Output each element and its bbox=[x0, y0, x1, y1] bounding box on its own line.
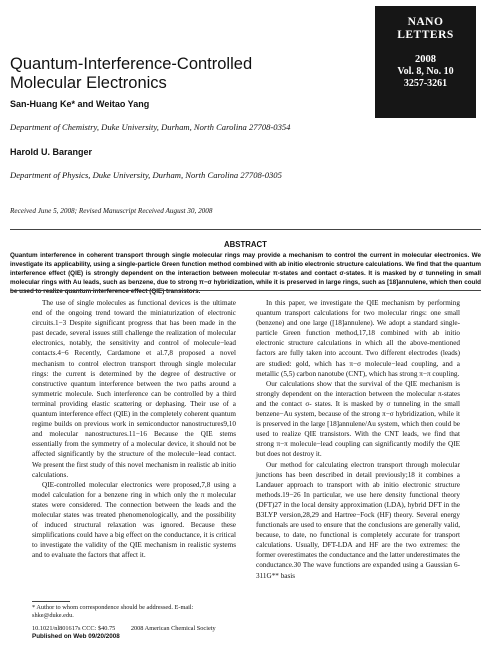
corresponding-author-footnote: * Author to whom correspondence should be addressed. E-mail: shke@duke.edu. bbox=[32, 604, 194, 619]
received-dates: Received June 5, 2008; Revised Manuscript Received August 30, 2008 bbox=[10, 207, 213, 215]
journal-volume: Vol. 8, No. 10 bbox=[397, 66, 454, 77]
paper-title-line2: Molecular Electronics bbox=[10, 74, 167, 92]
journal-name-line1: NANO bbox=[407, 16, 444, 28]
body-paragraph: Our method for calculating electron transport through molecular junctions has been described in detail previously;18 it combines a Landauer approach to transport with ab initio electronic structure methods.19−26 In particular, we use here density functional theory (DFT)27 in the local density approximation (LDA), hybrid DFT in the B3LYP version,28,29 and Hartree−Fock (HF) theory. Several energy functionals are used to ensure that the conclusions are generally valid, because, to date, no functional is completely accurate for transport calculations. Usually, DFT-LDA and HF are the two extremes: the former overestimates the conductance and the latter underestimates the conductance.30 The wave functions are expanded using a Gaussian 6-311G** basis bbox=[256, 460, 460, 580]
body-paragraph: In this paper, we investigate the QIE mechanism by performing quantum transport calculations for two molecular rings: one small (benzene) and one large ([18]annulene). We adopt a standard single-particle Green function method,17,18 combined with ab initio electronic structure calculations in which all the above-mentioned factors are fully taken into account. Two different electrodes (leads) are studied: gold, which has π−σ molecule−lead coupling, and a metallic (5,5) carbon nanotube (CNT), which has strong π−π coupling. bbox=[256, 299, 460, 378]
body-column-left bbox=[32, 298, 236, 560]
doi: 10.1021/nl801617s CCC: $40.75 bbox=[32, 625, 116, 632]
authors-group-1: San-Huang Ke* and Weitao Yang bbox=[10, 99, 150, 109]
doi-line bbox=[32, 625, 230, 633]
affiliation-chemistry: Department of Chemistry, Duke University, Durham, North Carolina 27708-0354 bbox=[10, 122, 291, 132]
divider-top bbox=[10, 229, 481, 230]
journal-year: 2008 bbox=[415, 54, 436, 65]
body-paragraph: Our calculations show that the survival of the QIE mechanism is strongly dependent on the interaction between the molecular π-states and the contact σ- states. It is masked by σ tunneling in the small benzene−Au system, because of the strong π−σ hybridization, while it is preserved in the large [18]annulene/Au system, which then could be used to realize QIE transistors. With the CNT leads, we find that strong π−π molecule−lead coupling can significantly modify the QIE but does not destroy it. bbox=[256, 379, 460, 459]
affiliation-physics: Department of Physics, Duke University, Durham, North Carolina 27708-0305 bbox=[10, 170, 282, 180]
abstract-heading: ABSTRACT bbox=[224, 240, 267, 249]
authors-group-2: Harold U. Baranger bbox=[10, 147, 93, 157]
paper-title-line1: Quantum-Interference-Controlled bbox=[10, 55, 253, 73]
body-column-right bbox=[256, 298, 460, 581]
journal-pages: 3257-3261 bbox=[403, 78, 448, 89]
body-paragraph: QIE-controlled molecular electronics were proposed,7,8 using a model calculation for a benzene ring in which only the π molecular states were considered. The connection between the leads and the molecular states was treated phenomenologically, and the possibility of induced structural relaxation was ignored. Because these simplifications could have a big effect on the conductance, it is critical to investigate the validity of the QIE mechanism in realistic systems and to evaluate the factors that affect it. bbox=[32, 480, 236, 560]
body-paragraph: The use of single molecules as functional devices is the ultimate end of the ongoing trend toward the miniaturization of electronic circuits.1−3 Despite significant progress that has been made in the past decade, several issues still challenge the realization of molecular electronics, notably, the sensitivity and control of molecule−lead contacts.4−6 Recently, Cardamone et al.7,8 proposed a novel mechanism to control electron transport through single molecular rings: the current is determined by the degree of destructive or constructive quantum interference between the two paths around a symmetric molecule. Such interference can be controlled by a third terminal providing elastic scattering or dephasing. Their use of a quantum interference effect (QIE) in the completely coherent quantum regime builds on previous work in semiconductor nanostructures9,10 and molecular nanostructures.11−16 Because the QIE stems essentially from the symmetry of a molecular device, it should not be affected significantly by the structure of the molecule−lead contact. We present the first study of this novel mechanism in realistic ab initio calculations. bbox=[32, 299, 236, 479]
abstract-text: Quantum interference in coherent transport through single molecular rings may provide a mechanism to control the current in molecular electronics. We investigate its applicability, using a single-particle Green function method combined with ab initio electronic structure calculations. We find that the quantum interference effect (QIE) is strongly dependent on the interaction between molecular π-states and contact σ-states. It is masked by σ tunneling in small molecular rings with Au leads, such as benzene, due to strong π−σ hybridization, while it is preserved in large rings, such as [18]annulene, which then could be used to realize quantum interference effect (QIE) transistors. bbox=[10, 252, 481, 295]
published-date: Published on Web 09/20/2008 bbox=[32, 633, 120, 640]
copyright: 2008 American Chemical Society bbox=[130, 625, 216, 632]
journal-badge bbox=[375, 6, 476, 118]
journal-name bbox=[375, 16, 476, 42]
footnote-divider bbox=[32, 601, 70, 602]
journal-name-line2: LETTERS bbox=[397, 29, 454, 41]
divider-bottom bbox=[10, 290, 481, 291]
paper-title bbox=[10, 55, 365, 93]
